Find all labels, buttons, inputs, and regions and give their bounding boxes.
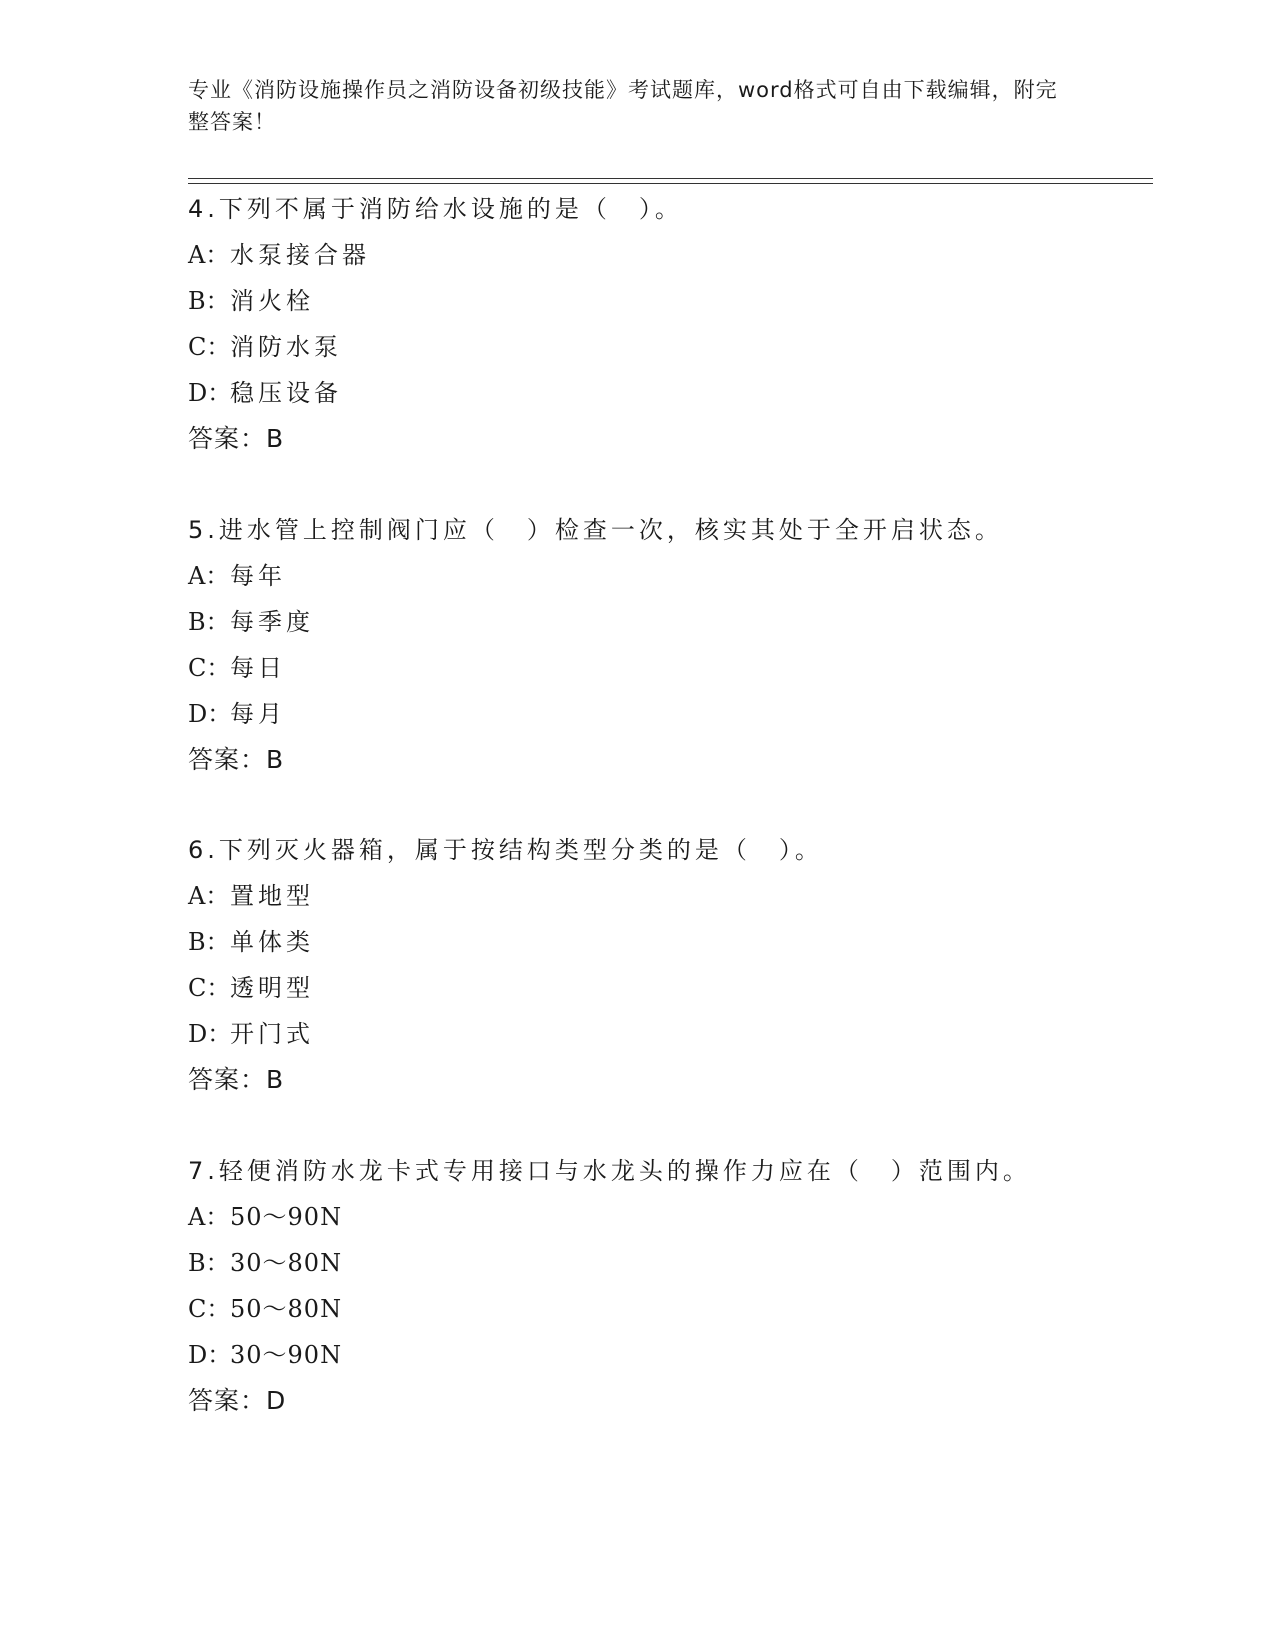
option-text: 每日 xyxy=(230,654,286,682)
option-text: 单体类 xyxy=(230,928,314,956)
option-letter: A： xyxy=(188,241,230,269)
option-letter: C： xyxy=(188,333,231,361)
option-text: 水泵接合器 xyxy=(230,241,370,269)
option-b xyxy=(188,599,1148,645)
question-6 xyxy=(188,827,1148,1103)
option-text: 每季度 xyxy=(230,608,314,636)
option-b xyxy=(188,1240,1148,1286)
answer: 答案：B xyxy=(188,1065,285,1094)
option-d xyxy=(188,1332,1148,1378)
question-4 xyxy=(188,186,1148,462)
option-a xyxy=(188,873,1148,919)
question-stem: 5.进水管上控制阀门应（ ）检查一次，核实其处于全开启状态。 xyxy=(188,516,1003,544)
option-a xyxy=(188,1194,1148,1240)
document-header: 专业《消防设施操作员之消防设备初级技能》考试题库，word格式可自由下载编辑，附完整答案！ xyxy=(188,78,1058,134)
option-text: 每年 xyxy=(230,562,286,590)
option-d xyxy=(188,691,1148,737)
option-c xyxy=(188,965,1148,1011)
option-letter: A： xyxy=(188,882,230,910)
option-letter: B： xyxy=(188,1249,230,1277)
option-c xyxy=(188,1286,1148,1332)
option-letter: B： xyxy=(188,608,230,636)
question-stem: 6.下列灭火器箱，属于按结构类型分类的是（ ）。 xyxy=(188,836,823,864)
option-text: 消火栓 xyxy=(230,287,314,315)
option-text: 消防水泵 xyxy=(230,333,342,361)
option-letter: D： xyxy=(188,379,232,407)
option-letter: B： xyxy=(188,928,230,956)
option-a xyxy=(188,553,1148,599)
header-divider-top xyxy=(188,178,1153,179)
answer: 答案：B xyxy=(188,424,285,453)
question-stem: 7.轻便消防水龙卡式专用接口与水龙头的操作力应在（ ）范围内。 xyxy=(188,1157,1031,1185)
option-text: 每月 xyxy=(230,700,286,728)
option-text: 稳压设备 xyxy=(230,379,342,407)
option-text: 开门式 xyxy=(230,1020,314,1048)
option-text: 透明型 xyxy=(230,974,314,1002)
option-d xyxy=(188,370,1148,416)
option-a xyxy=(188,232,1148,278)
option-letter: A： xyxy=(188,562,230,590)
option-c xyxy=(188,645,1148,691)
option-text: 置地型 xyxy=(230,882,314,910)
option-letter: D： xyxy=(188,1020,232,1048)
option-letter: D： xyxy=(188,1341,232,1369)
question-7 xyxy=(188,1148,1148,1424)
option-b xyxy=(188,278,1148,324)
answer: 答案：D xyxy=(188,1386,287,1415)
question-stem: 4.下列不属于消防给水设施的是（ ）。 xyxy=(188,195,683,223)
header-divider-bottom xyxy=(188,183,1153,184)
option-text: 30～90N xyxy=(230,1341,343,1369)
option-letter: D： xyxy=(188,700,232,728)
option-b xyxy=(188,919,1148,965)
question-5 xyxy=(188,507,1148,783)
option-letter: C： xyxy=(188,1295,231,1323)
option-letter: C： xyxy=(188,654,231,682)
option-letter: A： xyxy=(188,1203,230,1231)
option-letter: B： xyxy=(188,287,230,315)
option-c xyxy=(188,324,1148,370)
option-d xyxy=(188,1011,1148,1057)
option-text: 50～90N xyxy=(230,1203,343,1231)
option-text: 30～80N xyxy=(230,1249,343,1277)
option-text: 50～80N xyxy=(230,1295,343,1323)
answer: 答案：B xyxy=(188,745,285,774)
option-letter: C： xyxy=(188,974,231,1002)
